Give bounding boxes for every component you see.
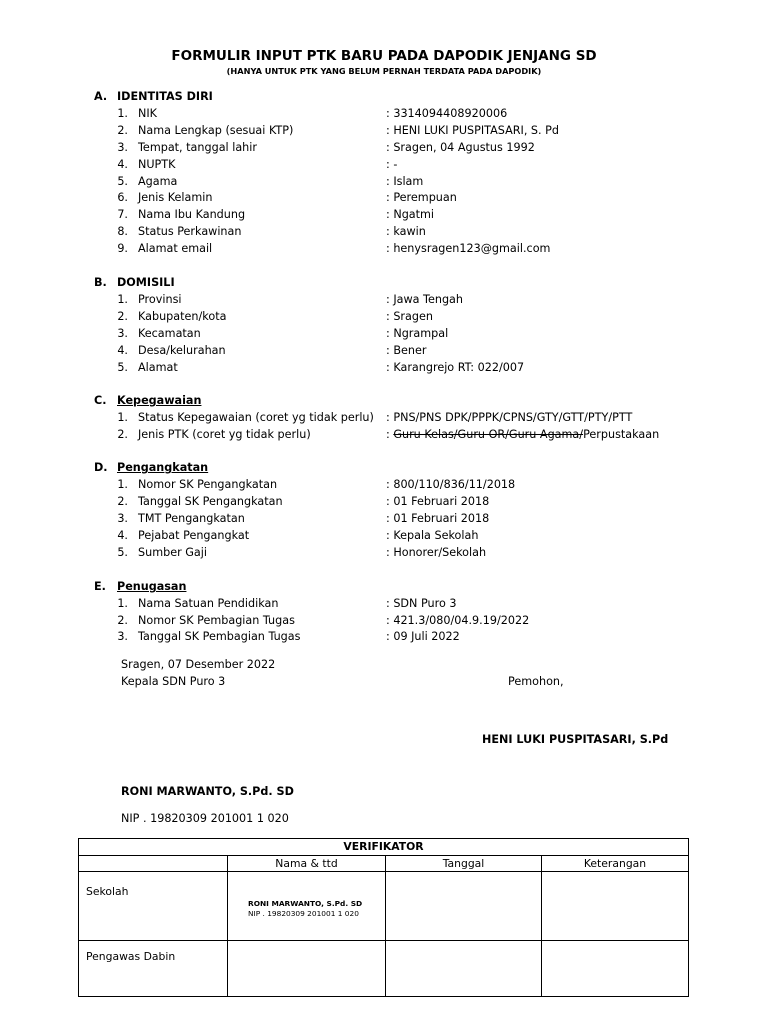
row-label: NIK <box>138 107 158 120</box>
note-cell <box>542 872 689 941</box>
headmaster-title: Kepala SDN Puro 3 <box>121 675 226 688</box>
form-title: FORMULIR INPUT PTK BARU PADA DAPODIK JENJANG SD <box>171 48 597 64</box>
row-number: 3. <box>117 630 128 643</box>
row-label: Status Kepegawaian (coret yg tidak perlu) <box>138 411 374 424</box>
row-label: Desa/kelurahan <box>138 344 226 357</box>
row-number: 1. <box>117 411 128 424</box>
column-header: Nama & ttd <box>228 856 386 872</box>
row-value: : 01 Februari 2018 <box>386 495 490 508</box>
headmaster-nip: NIP . 19820309 201001 1 020 <box>121 812 289 825</box>
verifier-nip: NIP . 19820309 201001 1 020 <box>248 909 359 918</box>
row-value: : Perempuan <box>386 191 457 204</box>
row-number: 2. <box>117 428 128 441</box>
table-row <box>79 872 689 941</box>
value-after: Perpustakaan <box>583 428 660 441</box>
row-value <box>386 411 632 425</box>
row-label: Jenis Kelamin <box>138 191 213 204</box>
row-number: 9. <box>117 242 128 255</box>
row-value: : 09 Juli 2022 <box>386 630 460 643</box>
row-label: Tanggal SK Pembagian Tugas <box>138 630 301 643</box>
verifikator-title: VERIFIKATOR <box>79 839 689 856</box>
headmaster-name: RONI MARWANTO, S.Pd. SD <box>121 785 294 798</box>
signature-cell <box>228 941 386 997</box>
row-label: Provinsi <box>138 293 182 306</box>
row-number: 8. <box>117 225 128 238</box>
row-value: : 01 Februari 2018 <box>386 512 490 525</box>
date-cell <box>386 872 542 941</box>
row-value: : Sragen, 04 Agustus 1992 <box>386 141 535 154</box>
applicant-name: HENI LUKI PUSPITASARI, S.Pd <box>482 733 669 746</box>
column-header: Keterangan <box>542 856 689 872</box>
value-struck: Guru Kelas/Guru OR/Guru Agama/ <box>393 428 584 441</box>
row-number: 3. <box>117 512 128 525</box>
value-after: PTT <box>612 411 633 424</box>
row-number: 1. <box>117 293 128 306</box>
applicant-label: Pemohon, <box>508 675 564 688</box>
row-label: Nama Satuan Pendidikan <box>138 597 279 610</box>
form-subtitle: (HANYA UNTUK PTK YANG BELUM PERNAH TERDATA PADA DAPODIK) <box>226 66 542 76</box>
row-value: : Kepala Sekolah <box>386 529 479 542</box>
header-blank <box>79 856 228 872</box>
row-number: 4. <box>117 529 128 542</box>
column-header: Tanggal <box>386 856 542 872</box>
row-number: 2. <box>117 614 128 627</box>
row-number: 2. <box>117 495 128 508</box>
row-number: 7. <box>117 208 128 221</box>
row-number: 2. <box>117 124 128 137</box>
verifier-name: RONI MARWANTO, S.Pd. SD <box>248 899 363 908</box>
section-letter: E. <box>94 580 106 593</box>
value-plain: : <box>386 428 394 441</box>
row-label: Nama Ibu Kandung <box>138 208 246 221</box>
row-value: : 800/110/836/11/2018 <box>386 478 516 491</box>
row-label: Nomor SK Pengangkatan <box>138 478 278 491</box>
row-number: 5. <box>117 361 128 374</box>
row-number: 1. <box>117 478 128 491</box>
row-label: Sumber Gaji <box>138 546 207 559</box>
row-label: TMT Pengangkatan <box>138 512 245 525</box>
row-label: Status Perkawinan <box>138 225 242 238</box>
table-row <box>79 941 689 997</box>
note-cell <box>542 941 689 997</box>
row-number: 6. <box>117 191 128 204</box>
row-value <box>386 428 659 442</box>
row-label: Nama Lengkap (sesuai KTP) <box>138 124 294 137</box>
section-title: Kepegawaian <box>117 394 202 407</box>
row-number: 3. <box>117 327 128 340</box>
row-number: 4. <box>117 158 128 171</box>
row-number: 1. <box>117 107 128 120</box>
row-value: : SDN Puro 3 <box>386 597 457 610</box>
row-value: : HENI LUKI PUSPITASARI, S. Pd <box>386 124 559 137</box>
row-label: Kecamatan <box>138 327 201 340</box>
row-value: : Islam <box>386 175 424 188</box>
section-title: Pengangkatan <box>117 461 209 474</box>
row-label: Sekolah <box>79 872 228 941</box>
row-number: 3. <box>117 141 128 154</box>
row-label: Alamat email <box>138 242 213 255</box>
row-value: : Ngatmi <box>386 208 435 221</box>
date-cell <box>386 941 542 997</box>
row-value: : 421.3/080/04.9.19/2022 <box>386 614 530 627</box>
row-label: Tanggal SK Pengangkatan <box>138 495 283 508</box>
row-label: Kabupaten/kota <box>138 310 227 323</box>
row-number: 2. <box>117 310 128 323</box>
row-label: Tempat, tanggal lahir <box>138 141 257 154</box>
value-plain: : PNS/PNS DPK/PPPK/CPNS/GTY/GTT/PTY/ <box>386 411 613 424</box>
row-value: : 3314094408920006 <box>386 107 508 120</box>
row-value: : henysragen123@gmail.com <box>386 242 551 255</box>
row-value: : Honorer/Sekolah <box>386 546 487 559</box>
row-number: 1. <box>117 597 128 610</box>
row-number: 5. <box>117 175 128 188</box>
section-letter: B. <box>94 276 107 289</box>
section-title: IDENTITAS DIRI <box>117 90 213 103</box>
verifikator-table <box>78 838 689 997</box>
row-value: : kawin <box>386 225 426 238</box>
place-date: Sragen, 07 Desember 2022 <box>121 658 276 671</box>
section-letter: A. <box>94 90 108 103</box>
section-title: DOMISILI <box>117 276 175 289</box>
row-value: : Sragen <box>386 310 433 323</box>
row-number: 4. <box>117 344 128 357</box>
row-label: Pejabat Pengangkat <box>138 529 250 542</box>
section-letter: C. <box>94 394 107 407</box>
row-label: Agama <box>138 175 178 188</box>
row-value: : Ngrampal <box>386 327 449 340</box>
row-label: NUPTK <box>138 158 176 171</box>
row-label: Alamat <box>138 361 178 374</box>
row-label: Pengawas Dabin <box>79 941 228 997</box>
row-value: : Karangrejo RT: 022/007 <box>386 361 525 374</box>
row-value: : Bener <box>386 344 427 357</box>
row-value: : Jawa Tengah <box>386 293 463 306</box>
row-value: : - <box>386 158 398 171</box>
row-number: 5. <box>117 546 128 559</box>
row-label: Nomor SK Pembagian Tugas <box>138 614 295 627</box>
section-title: Penugasan <box>117 580 187 593</box>
row-label: Jenis PTK (coret yg tidak perlu) <box>138 428 311 441</box>
section-letter: D. <box>94 461 108 474</box>
signature-cell <box>228 872 386 941</box>
